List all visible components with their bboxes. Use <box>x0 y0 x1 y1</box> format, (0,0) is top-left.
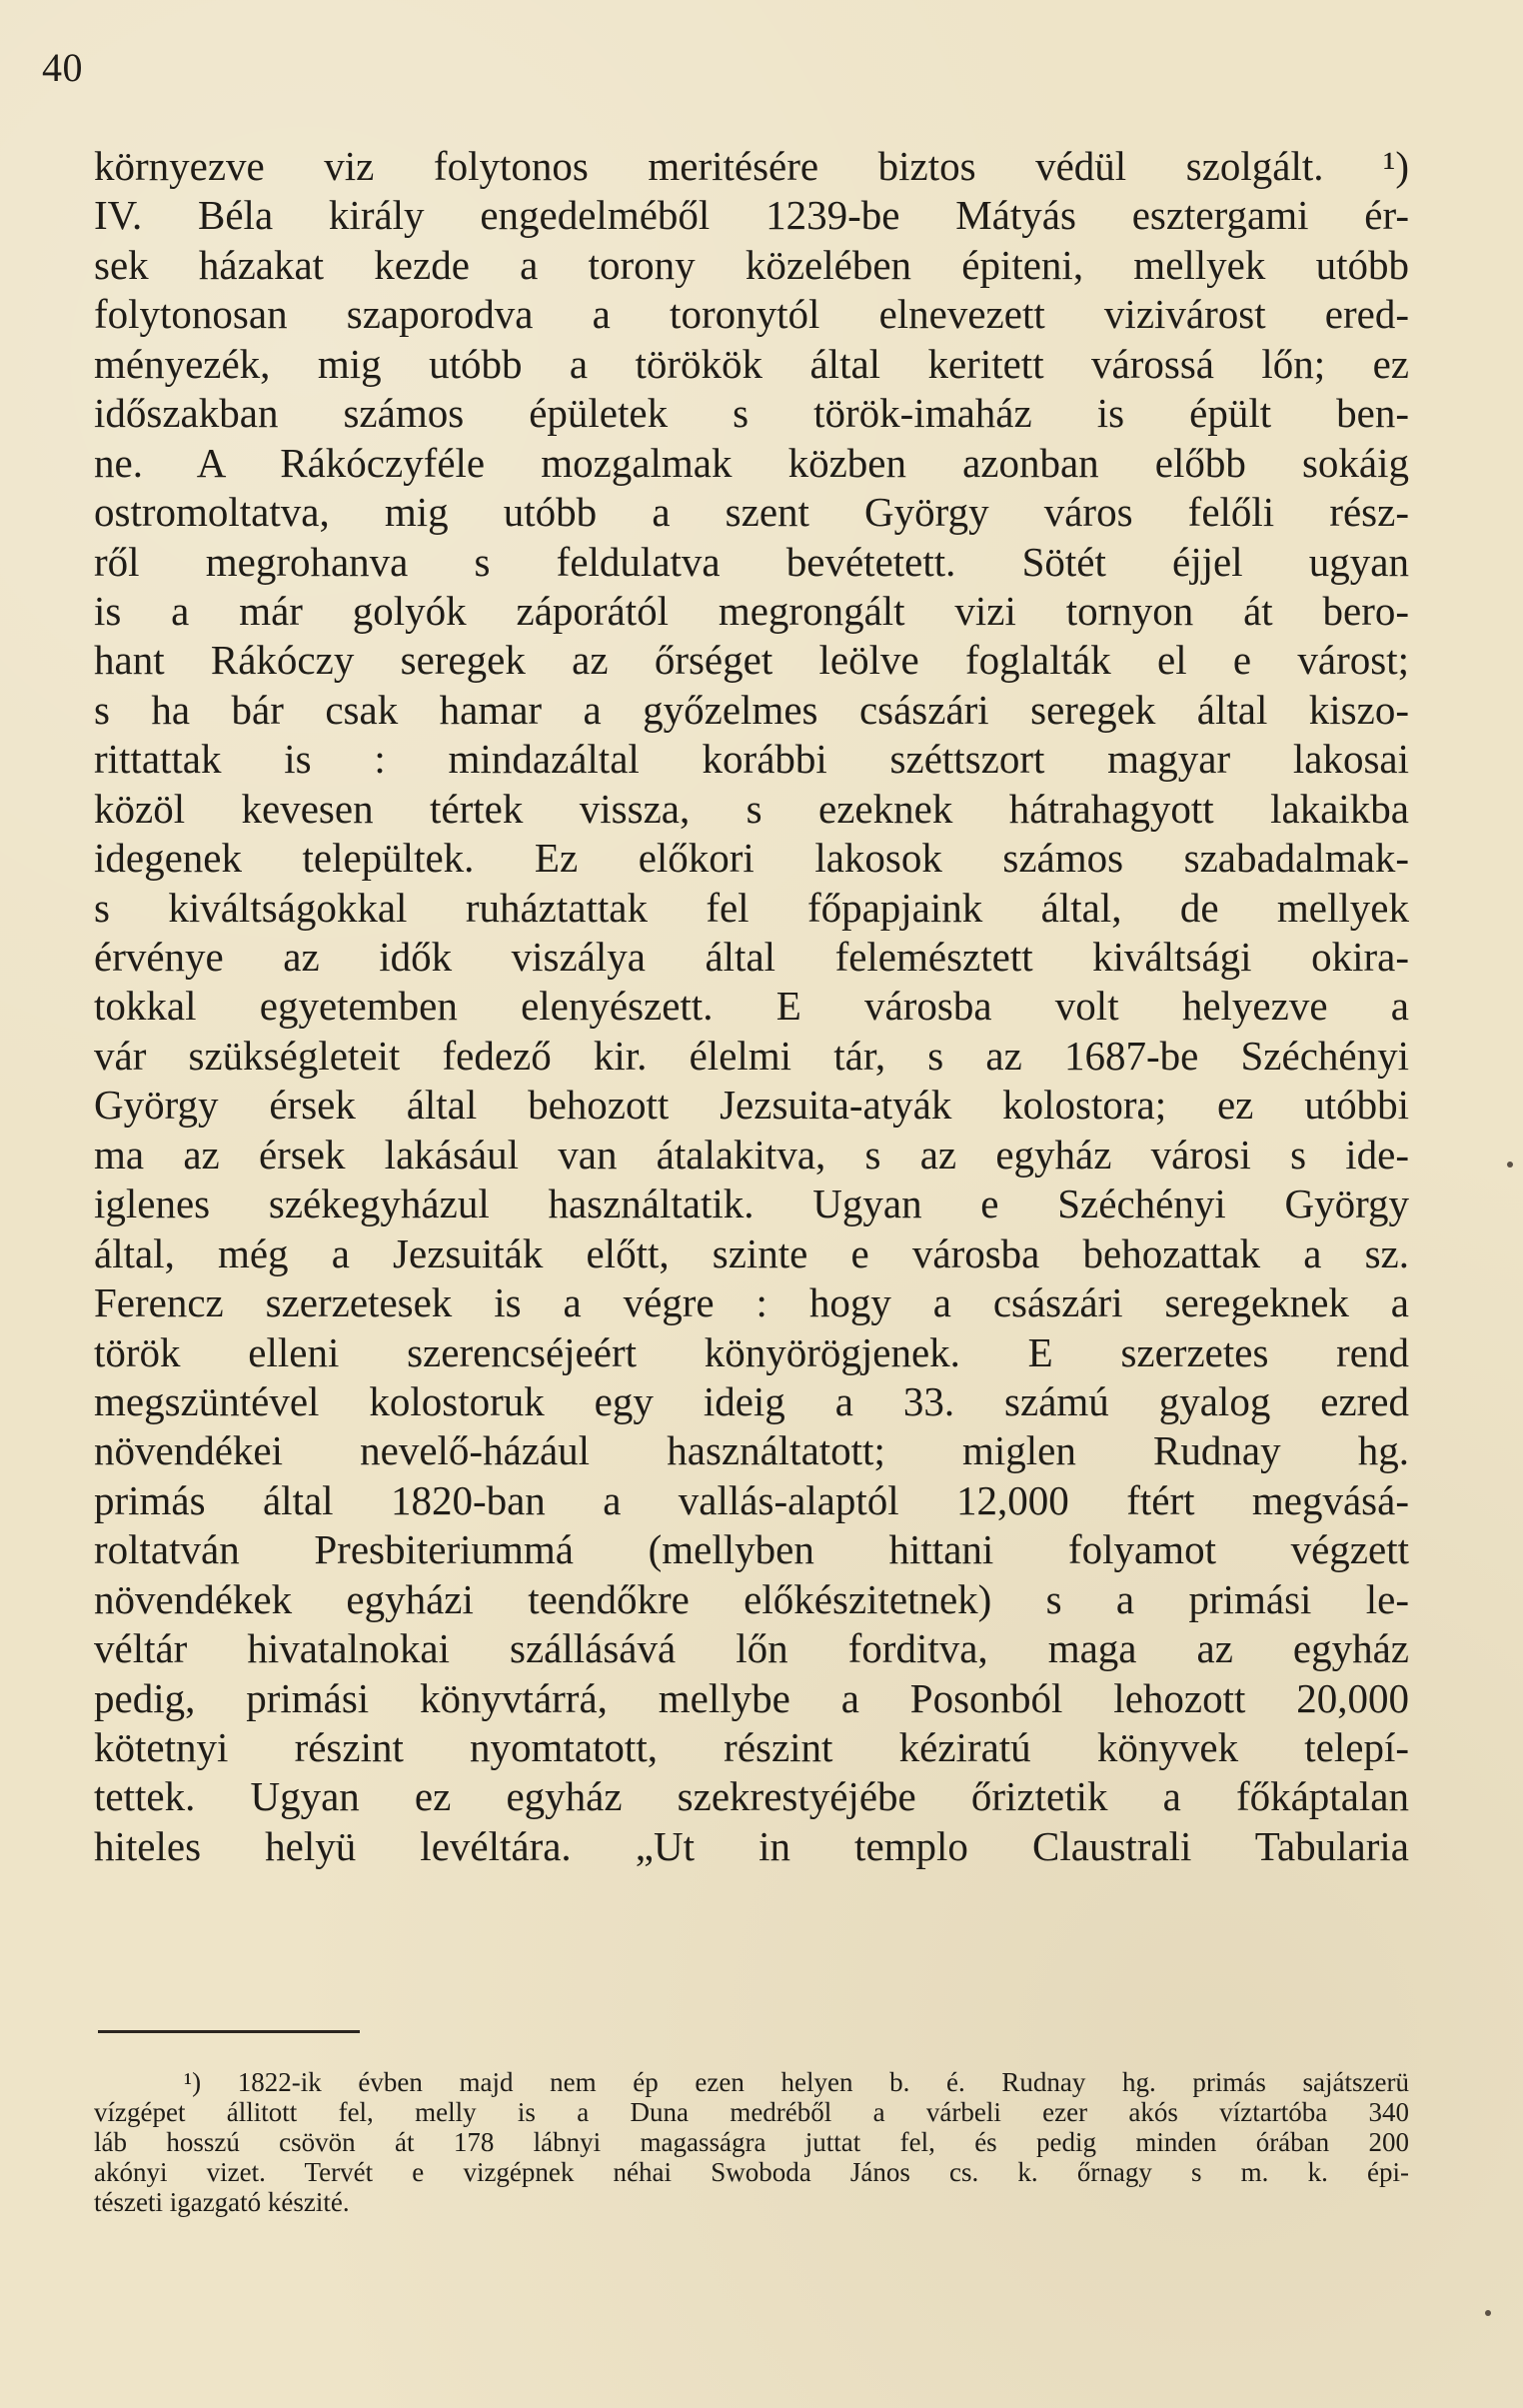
text-line: kötetnyi részint nyomtatott, részint kéziratú könyvek telepí- <box>94 1724 1409 1770</box>
text-line: idegenek települtek. Ez előkori lakosok számos szabadalmak- <box>94 835 1409 882</box>
text-line: s ha bár csak hamar a győzelmes császári seregek által kiszo- <box>94 686 1409 733</box>
footnote-line: ¹) 1822-ik évben majd nem ép ezen helyen b. é. Rudnay hg. primás sajátszerü <box>184 2067 1409 2097</box>
text-line: környezve viz folytonos meritésére biztos védül szolgált. ¹) <box>94 143 1409 189</box>
text-line: iglenes székegyházul használtatik. Ugyan e Széchényi György <box>94 1181 1409 1227</box>
text-line: növendékei nevelő-házául használtatott; miglen Rudnay hg. <box>94 1427 1409 1474</box>
ink-spot <box>1507 1162 1513 1168</box>
text-line: közöl kevesen tértek vissza, s ezeknek hátrahagyott lakaikba <box>94 785 1409 832</box>
footnote-line: vízgépet állitott fel, melly is a Duna medréből a várbeli ezer akós víztartóba 340 <box>94 2097 1409 2127</box>
text-line: hant Rákóczy seregek az őrséget leölve foglalták el e várost; <box>94 637 1409 684</box>
ink-spot <box>1485 2310 1491 2316</box>
text-line: folytonosan szaporodva a toronytól elnevezett vizivárost ered- <box>94 291 1409 338</box>
text-line: török elleni szerencséjeért könyörögjenek. E szerzetes rend <box>94 1328 1409 1375</box>
page-number: 40 <box>42 45 83 90</box>
text-line: IV. Béla király engedelméből 1239-be Mátyás esztergami ér- <box>94 192 1409 239</box>
text-line: érvénye az idők viszálya által felemésztett kiváltsági okira- <box>94 934 1409 980</box>
footnote <box>94 2067 1409 2217</box>
text-line: Ferencz szerzetesek is a végre : hogy a császári seregeknek a <box>94 1279 1409 1326</box>
text-line: pedig, primási könyvtárrá, mellybe a Posonból lehozott 20,000 <box>94 1674 1409 1721</box>
text-line: ma az érsek lakásául van átalakitva, s az egyház városi s ide- <box>94 1131 1409 1178</box>
text-line: növendékek egyházi teendőkre előkészitetnek) s a primási le- <box>94 1575 1409 1622</box>
text-line: ne. A Rákóczyféle mozgalmak közben azonban előbb sokáig <box>94 439 1409 486</box>
text-line: véltár hivatalnokai szállásává lőn forditva, maga az egyház <box>94 1625 1409 1672</box>
text-line: roltatván Presbiteriummá (mellyben hittani folyamot végzett <box>94 1526 1409 1573</box>
main-text <box>94 142 1409 1871</box>
text-line: megszüntével kolostoruk egy ideig a 33. számú gyalog ezred <box>94 1377 1409 1424</box>
text-line: s kiváltságokkal ruháztattak fel főpapjaink által, de mellyek <box>94 884 1409 931</box>
text-line: ményezék, mig utóbb a törökök által keritett várossá lőn; ez <box>94 340 1409 387</box>
text-line: tokkal egyetemben elenyészett. E városba volt helyezve a <box>94 983 1409 1030</box>
text-line: által, még a Jezsuiták előtt, szinte e városba behozattak a sz. <box>94 1229 1409 1276</box>
footnote-line: akónyi vizet. Tervét e vizgépnek néhai Swoboda János cs. k. őrnagy s m. k. épi- <box>94 2157 1409 2187</box>
text-line: sek házakat kezde a torony közelében épiteni, mellyek utóbb <box>94 241 1409 288</box>
text-line: primás által 1820-ban a vallás-alaptól 12,000 ftért megvásá- <box>94 1476 1409 1523</box>
text-line: György érsek által behozott Jezsuita-atyák kolostora; ez utóbbi <box>94 1082 1409 1129</box>
text-line: rittattak is : mindazáltal korábbi széttszort magyar lakosai <box>94 736 1409 783</box>
footnote-divider <box>98 2030 360 2033</box>
text-line: tettek. Ugyan ez egyház szekrestyéjébe őriztetik a főkáptalan <box>94 1773 1409 1820</box>
footnote-line: láb hosszú csövön át 178 lábnyi magasságra juttat fel, és pedig minden órában 200 <box>94 2127 1409 2157</box>
footnote-line: tészeti igazgató készité. <box>94 2187 350 2217</box>
text-line: ről megrohanva s feldulatva bevétetett. Sötét éjjel ugyan <box>94 538 1409 585</box>
text-line: is a már golyók záporától megrongált vizi tornyon át bero- <box>94 587 1409 634</box>
text-line: vár szükségleteit fedező kir. élelmi tár, s az 1687-be Széchényi <box>94 1032 1409 1079</box>
text-line: ostromoltatva, mig utóbb a szent György város felőli rész- <box>94 489 1409 536</box>
text-line: időszakban számos épületek s török-imaház is épült ben- <box>94 390 1409 437</box>
text-line: hiteles helyü levéltára. „Ut in templo Claustrali Tabularia <box>94 1822 1409 1869</box>
